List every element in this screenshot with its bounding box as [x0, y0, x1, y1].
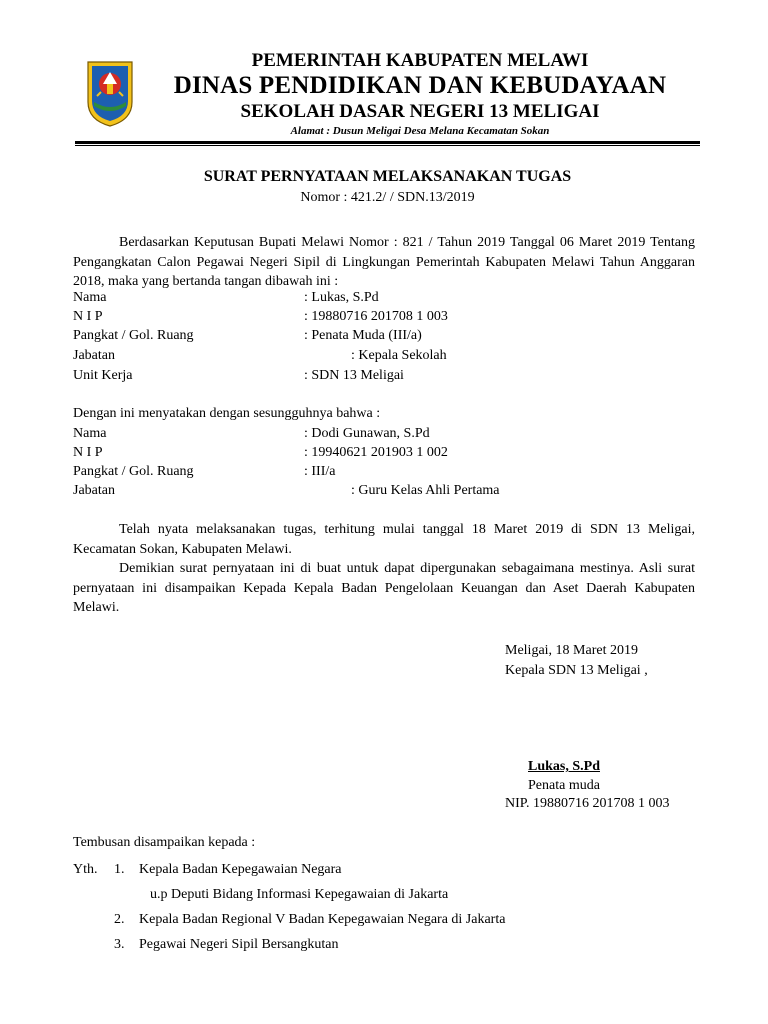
field-label: Pangkat / Gol. Ruang [73, 464, 194, 479]
field-value: : Dodi Gunawan, S.Pd [304, 426, 430, 441]
field-value: : 19940621 201903 1 002 [304, 445, 448, 460]
signature-name: Lukas, S.Pd [528, 759, 600, 774]
letterhead-government: PEMERINTAH KABUPATEN MELAWI [251, 50, 589, 71]
document-number: Nomor : 421.2/ / SDN.13/2019 [300, 190, 475, 205]
signature-position: Kepala SDN 13 Meligai , [505, 663, 648, 678]
field-value: : Lukas, S.Pd [304, 290, 379, 305]
field-label: N I P [73, 309, 103, 324]
regency-emblem-icon [85, 58, 135, 128]
employee-name-row [73, 426, 693, 445]
letterhead-agency: DINAS PENDIDIKAN DAN KEBUDAYAAN [173, 72, 667, 99]
signature-nip: NIP. 19880716 201708 1 003 [505, 796, 670, 811]
field-value: : Guru Kelas Ahli Pertama [351, 483, 500, 498]
cc-heading: Tembusan disampaikan kepada : [73, 835, 256, 850]
field-value: : 19880716 201708 1 003 [304, 309, 448, 324]
letterhead-divider-thin [75, 145, 700, 146]
field-label: Unit Kerja [73, 368, 133, 383]
cc-item-text: Kepala Badan Kepegawaian Negara [139, 862, 342, 877]
cc-yth: Yth. [73, 862, 98, 877]
intro-text: Berdasarkan Keputusan Bupati Melawi Nomor : 821 / Tahun 2019 Tanggal 06 Maret 2019 Tentang Pengangkatan Calon Pegawai Negeri Sipil di Lingkungan Pemerintah Kabupaten Melawi Tahun Anggaran 2018, maka yang bertanda tangan dibawah ini : [73, 235, 695, 289]
field-label: Jabatan [73, 348, 115, 363]
signature-place-date: Meligai, 18 Maret 2019 [505, 643, 638, 658]
official-unit-row [73, 368, 693, 387]
employee-rank-row [73, 464, 693, 483]
letterhead-divider [75, 141, 700, 144]
letterhead-address: Alamat : Dusun Meligai Desa Melana Kecamatan Sokan [290, 125, 550, 137]
field-value: : SDN 13 Meligai [304, 368, 404, 383]
employee-nip-row [73, 445, 693, 464]
body-text-2: Demikian surat pernyataan ini di buat untuk dapat dipergunakan sebagaimana mestinya. Asli surat pernyataan ini disampaikan Kepada Kepala Badan Pengelolaan Keuangan dan Aset Daerah Kabupaten Melawi. [73, 561, 695, 615]
field-value: : Penata Muda (III/a) [304, 328, 422, 343]
cc-item-text: Kepala Badan Regional V Badan Kepegawaian Negara di Jakarta [139, 912, 506, 927]
body-paragraph-2 [73, 559, 695, 618]
official-position-row [73, 348, 693, 367]
cc-item-text: Pegawai Negeri Sipil Bersangkutan [139, 937, 339, 952]
document-title: SURAT PERNYATAAN MELAKSANAKAN TUGAS [203, 168, 572, 185]
body-text-1: Telah nyata melaksanakan tugas, terhitung mulai tanggal 18 Maret 2019 di SDN 13 Meligai, Kecamatan Sokan, Kabupaten Melawi. [73, 522, 695, 557]
letterhead [150, 50, 690, 138]
signature-rank: Penata muda [528, 778, 600, 793]
field-value: : III/a [304, 464, 336, 479]
field-label: Pangkat / Gol. Ruang [73, 328, 194, 343]
cc-item-number: 2. [114, 912, 125, 927]
official-name-row [73, 290, 693, 309]
field-label: Jabatan [73, 483, 115, 498]
body-paragraph-1 [73, 520, 695, 559]
field-label: N I P [73, 445, 103, 460]
cc-item-number: 1. [114, 862, 125, 877]
employee-position-row [73, 483, 693, 502]
cc-item-text: u.p Deputi Bidang Informasi Kepegawaian di Jakarta [150, 887, 449, 902]
letterhead-school: SEKOLAH DASAR NEGERI 13 MELIGAI [240, 101, 600, 122]
field-label: Nama [73, 290, 107, 305]
official-nip-row [73, 309, 693, 328]
cc-item-number: 3. [114, 937, 125, 952]
field-value: : Kepala Sekolah [351, 348, 447, 363]
official-rank-row [73, 328, 693, 347]
intro-paragraph [73, 233, 695, 292]
statement-line: Dengan ini menyatakan dengan sesungguhnya bahwa : [73, 406, 381, 421]
field-label: Nama [73, 426, 107, 441]
